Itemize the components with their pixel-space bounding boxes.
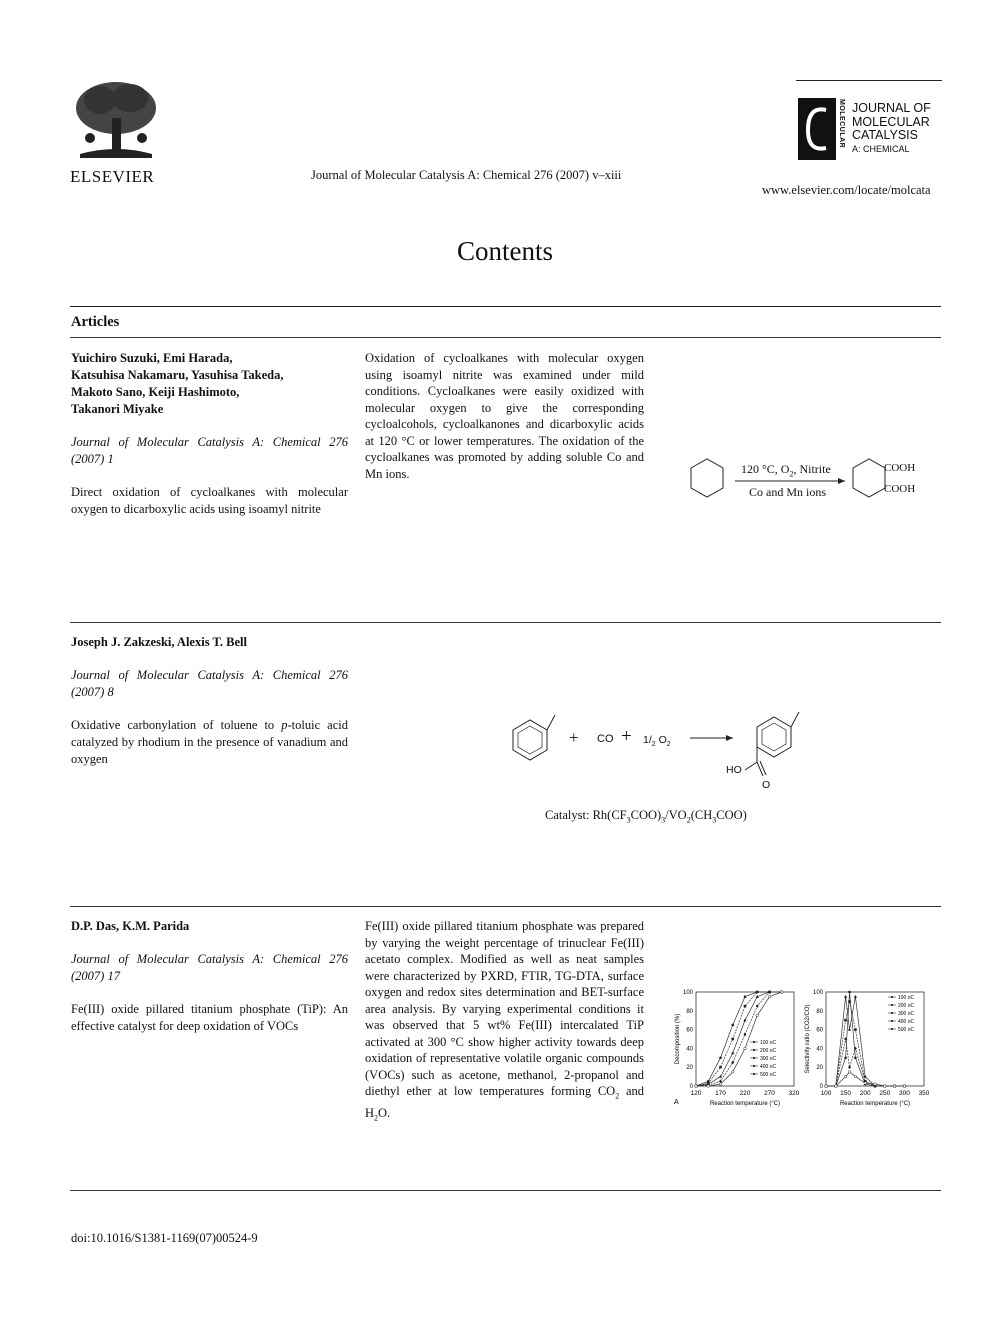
page-title: Contents bbox=[456, 236, 553, 266]
co-label: CO bbox=[597, 733, 614, 745]
y-tick-label: 80 bbox=[686, 1008, 693, 1015]
abstract-text: O. bbox=[378, 1106, 391, 1120]
panel-label: A bbox=[674, 1099, 679, 1106]
catalyst-label bbox=[545, 808, 747, 825]
data-point bbox=[719, 1057, 722, 1060]
footer-rule bbox=[70, 1190, 941, 1191]
data-point bbox=[884, 1085, 887, 1088]
series-line bbox=[826, 997, 904, 1086]
x-tick-label: 150 bbox=[840, 1090, 852, 1097]
data-point bbox=[744, 1033, 747, 1037]
logo-emblem bbox=[798, 98, 836, 160]
data-point bbox=[744, 1005, 747, 1008]
data-point bbox=[780, 991, 783, 994]
product-cooh-2: COOH bbox=[884, 483, 916, 495]
data-point bbox=[707, 1085, 710, 1088]
subscript: 3 bbox=[661, 815, 666, 825]
y-tick-label: 80 bbox=[816, 1008, 823, 1015]
y-tick-label: 20 bbox=[686, 1065, 693, 1072]
data-point bbox=[825, 1085, 828, 1088]
legend-label: 100 oC bbox=[898, 995, 915, 1001]
article-3-authors bbox=[71, 918, 348, 935]
data-point bbox=[893, 1085, 896, 1088]
publisher-name: ELSEVIER bbox=[70, 167, 155, 186]
title-text: -toluic acid catalyzed by rhodium in the presence of vanadium and oxygen bbox=[71, 718, 348, 766]
legend-label: 300 oC bbox=[760, 1056, 777, 1062]
data-point bbox=[848, 1071, 851, 1074]
data-point bbox=[731, 1071, 734, 1074]
legend-marker bbox=[891, 1012, 893, 1014]
article-1-authors bbox=[71, 350, 348, 418]
o2-subscript: 2 bbox=[666, 741, 671, 749]
legend-marker bbox=[891, 1004, 893, 1006]
data-point bbox=[744, 995, 747, 998]
legend-label: 500 oC bbox=[760, 1072, 777, 1078]
legend-label: 400 oC bbox=[898, 1019, 915, 1025]
title-text: Oxidative carbonylation of toluene to bbox=[71, 718, 282, 732]
subscript: 2 bbox=[686, 815, 691, 825]
y-tick-label: 40 bbox=[686, 1046, 693, 1053]
elsevier-tree-icon bbox=[70, 78, 162, 160]
subscript: 2 bbox=[615, 1091, 620, 1101]
subscript: 3 bbox=[626, 815, 631, 825]
product-cooh-1: COOH bbox=[884, 462, 916, 474]
legend-label: 300 oC bbox=[898, 1011, 915, 1017]
author-line: Katsuhisa Nakamaru, Yasuhisa Takeda, bbox=[71, 368, 284, 382]
article-2 bbox=[71, 634, 348, 768]
ho-label: HO bbox=[726, 764, 742, 776]
x-tick-label: 200 bbox=[859, 1090, 871, 1097]
data-point bbox=[719, 1080, 722, 1084]
elsevier-logo bbox=[70, 78, 162, 186]
x-axis-label: Reaction temperature (°C) bbox=[709, 1101, 781, 1107]
legend-label: 200 oC bbox=[898, 1003, 915, 1009]
y-axis-label: Selectivity ratio (CO2/CO) bbox=[805, 1004, 811, 1074]
article-1-abstract: Oxidation of cycloalkanes with molecular oxygen using isoamyl nitrite was examined under mild conditions. Cycloalkanes were easily oxidized with molecular oxygen to give the corresponding cycloalcohols, cycloalkanones and dicarboxylic acids at 120 °C or lower temperatures. The oxidation of the cycloalkanes was promoted by adding soluble Co and Mn ions. bbox=[365, 351, 644, 481]
data-point bbox=[731, 1051, 734, 1054]
data-point bbox=[854, 995, 857, 998]
data-point bbox=[848, 1028, 851, 1031]
y-tick-label: 100 bbox=[812, 990, 823, 996]
data-point bbox=[743, 1018, 746, 1021]
author-line: D.P. Das, K.M. Parida bbox=[71, 919, 190, 933]
doi[interactable]: doi:10.1016/S1381-1169(07)00524-9 bbox=[71, 1231, 258, 1245]
series-line bbox=[826, 1001, 904, 1086]
logo-line-3: CATALYSIS bbox=[852, 128, 918, 142]
data-point bbox=[848, 1000, 851, 1003]
data-point bbox=[874, 1083, 877, 1086]
logo-line-1: JOURNAL OF bbox=[852, 101, 931, 115]
legend-marker bbox=[891, 996, 893, 998]
subscript: 3 bbox=[712, 815, 717, 825]
article-2-title[interactable] bbox=[71, 717, 348, 768]
section-bottom-rule bbox=[70, 337, 941, 338]
article-2-citation[interactable]: Journal of Molecular Catalysis A: Chemical 276 (2007) 8 bbox=[71, 668, 348, 699]
data-point bbox=[719, 1083, 722, 1086]
article-1-citation[interactable]: Journal of Molecular Catalysis A: Chemical 276 (2007) 1 bbox=[71, 435, 348, 466]
journal-citation: Journal of Molecular Catalysis A: Chemical 276 (2007) v–xiii bbox=[311, 168, 622, 182]
data-point bbox=[854, 1075, 857, 1078]
article-2-authors bbox=[71, 634, 348, 651]
x-tick-label: 250 bbox=[879, 1090, 891, 1097]
logo-line-4: A: CHEMICAL bbox=[852, 143, 910, 154]
legend-marker bbox=[753, 1073, 755, 1075]
title-italic: p bbox=[281, 718, 288, 732]
section-heading: Articles bbox=[71, 314, 120, 330]
catalyst-text: COO) bbox=[716, 808, 747, 822]
y-axis-label: Decomposition (%) bbox=[675, 1013, 681, 1065]
data-point bbox=[695, 1085, 698, 1088]
data-point bbox=[864, 1082, 867, 1085]
o-label: O bbox=[762, 779, 771, 791]
data-point bbox=[848, 1065, 851, 1069]
y-tick-label: 40 bbox=[816, 1046, 823, 1053]
x-tick-label: 320 bbox=[788, 1090, 800, 1097]
x-axis-label: Reaction temperature (°C) bbox=[839, 1101, 911, 1107]
data-point bbox=[768, 995, 771, 998]
x-tick-label: 220 bbox=[739, 1090, 751, 1097]
o2-subscript: 2 bbox=[789, 469, 794, 479]
author-line: Joseph J. Zakzeski, Alexis T. Bell bbox=[71, 635, 247, 649]
y-tick-label: 60 bbox=[816, 1027, 823, 1034]
legend-marker bbox=[891, 1020, 893, 1022]
legend-marker bbox=[753, 1041, 755, 1043]
plus-sign: + bbox=[621, 726, 632, 747]
catalyst-text: Catalyst: Rh(CF bbox=[545, 808, 627, 822]
y-tick-label: 60 bbox=[686, 1027, 693, 1034]
data-point bbox=[719, 1066, 722, 1069]
condition-top-tail: , Nitrite bbox=[793, 462, 831, 476]
x-tick-label: 270 bbox=[764, 1090, 775, 1097]
article-1-title[interactable]: Direct oxidation of cycloalkanes with molecular oxygen to dicarboxylic acids using isoamyl nitrite bbox=[71, 485, 348, 516]
data-point bbox=[844, 1057, 847, 1060]
half-label: 1/ bbox=[643, 734, 652, 746]
abstract-text: and H bbox=[365, 1084, 644, 1120]
data-point bbox=[731, 1038, 734, 1041]
y-tick-label: 0 bbox=[689, 1084, 693, 1090]
data-point bbox=[844, 995, 847, 998]
toluene-reaction-scheme bbox=[505, 700, 805, 800]
half-subscript: 2 bbox=[651, 741, 656, 749]
legend-marker bbox=[753, 1057, 755, 1059]
x-tick-label: 120 bbox=[690, 1090, 702, 1097]
author-line: Yuichiro Suzuki, Emi Harada, bbox=[71, 351, 233, 365]
journal-url[interactable]: www.elsevier.com/locate/molcata bbox=[762, 183, 931, 197]
data-point bbox=[756, 1004, 759, 1008]
data-point bbox=[844, 1019, 847, 1022]
article-2-graphic bbox=[505, 700, 805, 830]
o2-label: O bbox=[655, 734, 667, 746]
legend-label: 200 oC bbox=[760, 1048, 777, 1054]
series-line bbox=[826, 1039, 904, 1086]
abstract-text: Fe(III) oxide pillared titanium phosphate was prepared by varying the weight percentage of trinuclear Fe(III) acetato complex. Modified as well as neat samples were characterized by PXRD, FTIR, TG-DTA, surface oxygen and redox sites determination and BET-surface area analysis. By varying experimental conditions it was observed that 5 wt% Fe(III) intercalated TiP activated at 300 °C show higher activity towards deep oxidation of representative volatile organic compounds (VOCs) such as acetone, methanol, 2-propanol and diethyl ether at low temperatures forming CO bbox=[365, 919, 644, 1098]
data-point bbox=[848, 991, 851, 994]
catalyst-text: (CH bbox=[690, 808, 713, 822]
data-point bbox=[756, 1014, 759, 1017]
journal-logo bbox=[796, 80, 942, 161]
logo-line-2: MOLECULAR bbox=[852, 114, 930, 129]
data-point bbox=[719, 1075, 722, 1078]
article-3-citation[interactable]: Journal of Molecular Catalysis A: Chemical 276 (2007) 17 bbox=[71, 952, 348, 983]
legend-label: 100 oC bbox=[760, 1040, 777, 1046]
catalyst-text: COO) bbox=[630, 808, 662, 822]
data-point bbox=[844, 1075, 847, 1078]
logo-vertical-text: MOLECULAR bbox=[838, 99, 845, 149]
plus-sign: + bbox=[569, 728, 579, 747]
author-line: Takanori Miyake bbox=[71, 402, 164, 416]
data-point bbox=[903, 1085, 906, 1088]
y-tick-label: 0 bbox=[819, 1084, 823, 1090]
article-3-charts bbox=[668, 984, 938, 1114]
article-separator bbox=[70, 906, 941, 907]
condition-bottom: Co and Mn ions bbox=[749, 485, 827, 499]
legend-label: 500 oC bbox=[898, 1027, 915, 1033]
data-point bbox=[835, 1085, 838, 1088]
data-point bbox=[854, 1057, 857, 1060]
article-3-title[interactable]: Fe(III) oxide pillared titanium phosphate (TiP): An effective catalyst for deep oxidation of VOCs bbox=[71, 1002, 348, 1033]
x-tick-label: 100 bbox=[820, 1090, 832, 1097]
x-tick-label: 170 bbox=[715, 1090, 726, 1097]
legend-marker bbox=[753, 1065, 755, 1067]
article-1-graphic bbox=[685, 455, 935, 515]
x-tick-label: 300 bbox=[898, 1090, 910, 1097]
data-point bbox=[731, 1024, 734, 1027]
legend-marker bbox=[753, 1049, 755, 1051]
data-point bbox=[744, 1047, 747, 1050]
data-point bbox=[756, 991, 759, 994]
article-1 bbox=[71, 350, 348, 518]
catalyst-text: /VO bbox=[665, 808, 687, 822]
data-point bbox=[854, 1028, 857, 1031]
legend-label: 400 oC bbox=[760, 1064, 777, 1070]
article-3 bbox=[71, 918, 348, 1035]
article-3-abstract bbox=[365, 918, 644, 1127]
catalysis-c-icon bbox=[798, 98, 836, 160]
author-line: Makoto Sano, Keiji Hashimoto, bbox=[71, 385, 240, 399]
section-top-rule bbox=[70, 306, 941, 307]
y-tick-label: 20 bbox=[816, 1065, 823, 1072]
x-tick-label: 350 bbox=[918, 1090, 930, 1097]
condition-top: 120 °C, O bbox=[741, 462, 790, 476]
y-tick-label: 100 bbox=[682, 990, 693, 996]
subscript: 2 bbox=[374, 1113, 379, 1123]
article-separator bbox=[70, 622, 941, 623]
legend-marker bbox=[891, 1028, 893, 1030]
